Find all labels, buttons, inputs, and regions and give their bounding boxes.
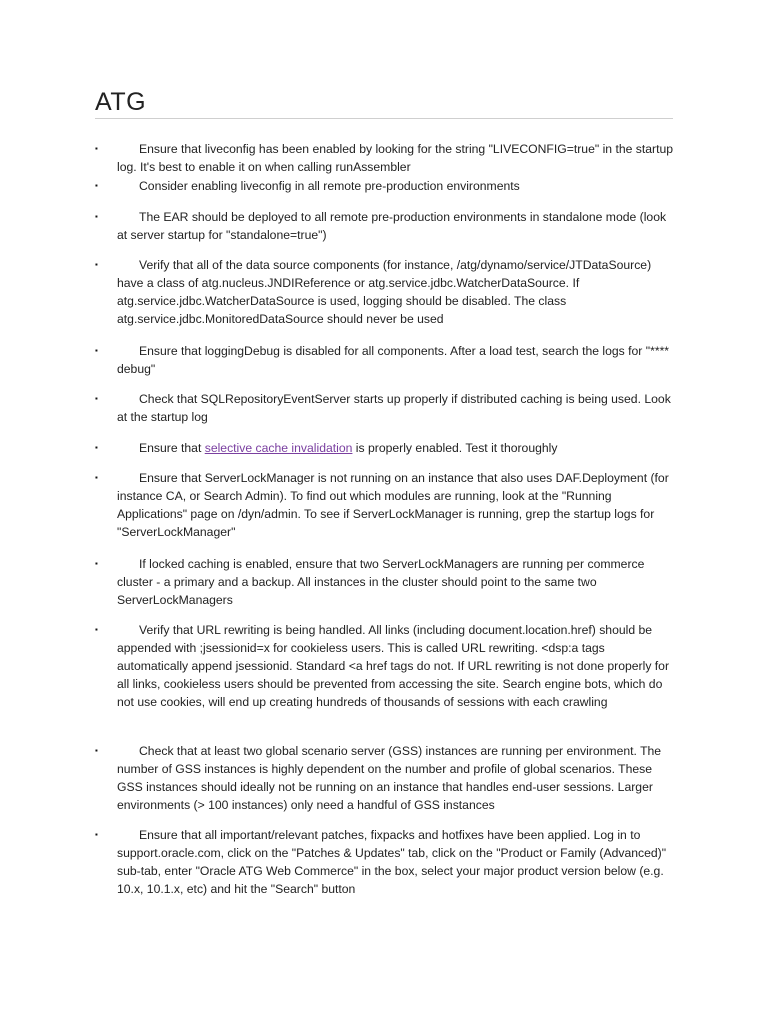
bullet-icon: ▪ [95, 746, 98, 755]
bullet-icon: ▪ [95, 443, 98, 452]
bullet-icon: ▪ [95, 625, 98, 634]
list-item-text-post: is properly enabled. Test it thoroughly [352, 441, 558, 455]
list-item-text: Ensure that ServerLockManager is not running on an instance that also uses DAF.Deployment (for instance CA, or Search Admin). To find out which modules are running, look at the "Running Applications" page on /dyn/admin. To see if ServerLockManager is running, grep the startup logs for "ServerLockManager" [117, 471, 669, 539]
list-item-text [117, 439, 677, 457]
list-item-text: Check that at least two global scenario server (GSS) instances are running per environment. The number of GSS instances is highly dependent on the number and profile of global scenarios. These GSS instances should ideally not be running on an instance that handles end-user sessions. Larger environments (> 100 instances) only need a handful of GSS instances [117, 744, 662, 812]
list-item-text: If locked caching is enabled, ensure that two ServerLockManagers are running per commerce cluster - a primary and a backup. All instances in the cluster should point to the same two ServerLockManagers [117, 557, 645, 607]
list-item-text: Verify that URL rewriting is being handled. All links (including document.location.href) should be appended with ;jsessionid=x for cookieless users. This is called URL rewriting. <dsp:a tags automatically append jsessionid. Standard <a href tags do not. If URL rewriting is not done properly for all links, cookieless users should be prevented from accessing the site. Search engine bots, which do not use cookies, will end up creating hundreds of thousands of sessions with each crawling [117, 623, 670, 709]
bullet-icon: ▪ [95, 830, 98, 839]
list-item-text: Consider enabling liveconfig in all remote pre-production environments [139, 179, 520, 193]
bullet-icon: ▪ [95, 473, 98, 482]
list-item-text: Ensure that liveconfig has been enabled by looking for the string "LIVECONFIG=true" in the startup log. It's best to enable it on when calling runAssembler [117, 142, 674, 174]
list-item-text-pre: Ensure that [139, 441, 205, 455]
list-item-text: Ensure that all important/relevant patches, fixpacks and hotfixes have been applied. Log in to support.oracle.com, click on the "Patches & Updates" tab, click on the "Product or Family (Advanced)" sub-tab, enter "Oracle ATG Web Commerce" in the box, select your major product version below (e.g. 10.x, 10.1.x, etc) and hit the "Search" button [117, 828, 667, 896]
bullet-icon: ▪ [95, 559, 98, 568]
page-title: ATG [95, 88, 147, 116]
bullet-icon: ▪ [95, 144, 98, 153]
list-item-text: Check that SQLRepositoryEventServer starts up properly if distributed caching is being used. Look at the startup log [117, 392, 671, 424]
bullet-icon: ▪ [95, 181, 98, 190]
bullet-icon: ▪ [95, 260, 98, 269]
list-item-text: Ensure that loggingDebug is disabled for all components. After a load test, search the logs for "**** debug" [117, 344, 670, 376]
bullet-icon: ▪ [95, 212, 98, 221]
bullet-icon: ▪ [95, 346, 98, 355]
selective-cache-invalidation-link[interactable]: selective cache invalidation [204, 441, 353, 455]
bullet-icon: ▪ [95, 394, 98, 403]
list-item-text: Verify that all of the data source components (for instance, /atg/dynamo/service/JTDataSource) have a class of atg.nucleus.JNDIReference or atg.service.jdbc.WatcherDataSource. If atg.service.jdbc.WatcherDataSource is used, logging should be disabled. The class atg.service.jdbc.MonitoredDataSource should never be used [117, 258, 652, 326]
list-item-text: The EAR should be deployed to all remote pre-production environments in standalone mode (look at server startup for "standalone=true") [117, 210, 667, 242]
